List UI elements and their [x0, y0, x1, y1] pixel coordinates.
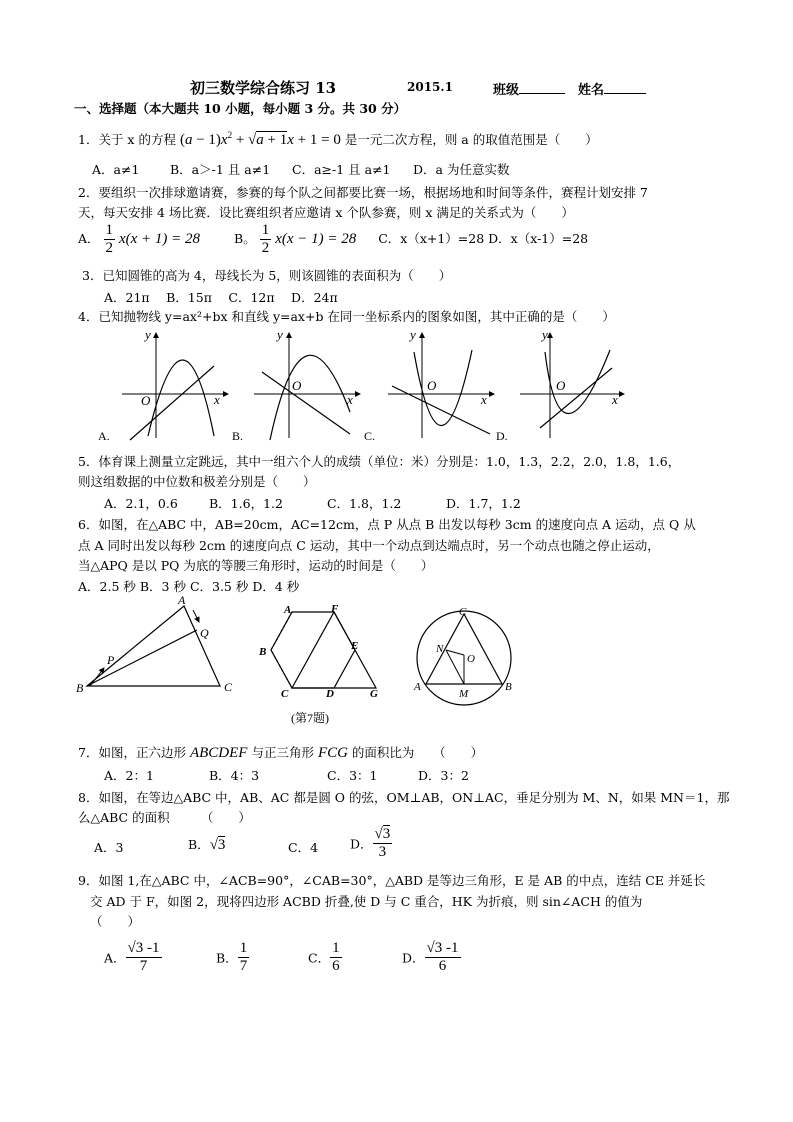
graph-b-label: B. — [232, 429, 244, 443]
section-heading: 一、选择题（本大题共 10 小题，每小题 3 分。共 30 分） — [74, 101, 407, 116]
graph-b-x: x — [347, 392, 353, 407]
q2-line1: 2．要组织一次排球邀请赛，参赛的每个队之间都要比赛一场，根据场地和时间等条件，赛程计划安排 7 — [78, 185, 648, 200]
q2-opt-a-label: A． — [78, 231, 100, 246]
fig8-o: O — [467, 653, 475, 665]
q7-option-c: C．3：1 — [327, 768, 378, 783]
q7-stem-a: 7．如图，正六边形 — [78, 745, 186, 760]
fig8-b: B — [505, 681, 512, 693]
q2-line2: 天，每天安排 4 场比赛．设比赛组织者应邀请 x 个队参赛，则 x 满足的关系式为（ ） — [78, 205, 574, 220]
class-label: 班级 — [493, 83, 520, 98]
page-title: 初三数学综合练习 13 — [190, 79, 337, 97]
graph-c-x: x — [481, 392, 487, 407]
q1-option-b: B．a＞-1 且 a≠1 — [170, 162, 271, 177]
figure-q6-triangle — [76, 593, 233, 695]
q2-opt-a-expr: x(x + 1) = 28 — [119, 231, 201, 247]
fig8-n: N — [436, 643, 444, 655]
q7-option-b: B．4：3 — [209, 768, 260, 783]
fig7-g: G — [370, 688, 378, 700]
fig7-f: F — [331, 603, 339, 615]
q9-option-a: A． $\frac{√3 -1}{7}$ — [104, 940, 160, 974]
graph-d-label: D. — [496, 429, 508, 443]
q1-option-a: A．a≠1 — [92, 162, 140, 177]
fig7-a: A — [284, 604, 292, 616]
name-label: 姓名 — [578, 83, 605, 98]
graph-c — [364, 327, 494, 443]
q8-line2: 么△ABC 的面积 （ ） — [78, 810, 251, 825]
q1-option-c: C．a≥-1 且 a≠1 — [292, 162, 391, 177]
q4-stem: 4．已知抛物线 y=ax²+bx 和直线 y=ax+b 在同一坐标系内的图象如图，其中正确的是（ ） — [78, 309, 615, 324]
q7-stem-b: 与正三角形 — [251, 745, 314, 760]
q6-line3: 当△APQ 是以 PQ 为底的等腰三角形时，运动的时间是（ ） — [78, 558, 434, 573]
q8-option-a: A．3 — [94, 840, 124, 855]
fig8-a: A — [414, 681, 421, 693]
q8-line1: 8．如图，在等边△ABC 中，AB、AC 都是圆 O 的弦，OM⊥AB，ON⊥AC，垂足分别为 M、N，如果 MN＝1，那 — [78, 790, 730, 805]
graph-d — [496, 327, 624, 443]
q1-stem-b: 是一元二次方程，则 a 的取值范围是（ ） — [344, 132, 598, 147]
q6-line2: 点 A 同时出发以每秒 2cm 的速度向点 C 运动，其中一个动点到达端点时，另一个动点也随之停止运动， — [78, 538, 660, 553]
q5-option-b: B．1.6，1.2 — [209, 496, 283, 511]
fig6-p: P — [107, 653, 115, 667]
graph-c-y: y — [410, 327, 416, 342]
graph-d-x: x — [612, 392, 618, 407]
fig6-b: B — [76, 681, 84, 695]
fig8-c: C — [459, 606, 467, 618]
figure-q7-hexagon — [258, 603, 378, 725]
q5-option-a: A．2.1，0.6 — [104, 496, 178, 511]
q1-equation: $(a - 1)x^2 + √a + 1x + 1 = 0$ — [179, 130, 341, 148]
fig7-c: C — [281, 688, 289, 700]
q2-opt-b-expr: x(x − 1) = 28 — [275, 231, 357, 247]
fig7-caption: (第7题) — [291, 711, 329, 725]
q8-option-b: B．√3 — [188, 837, 226, 853]
q1-stem-a: 1．关于 x 的方程 — [78, 132, 176, 147]
q5-line1: 5．体育课上测量立定跳远，其中一组六个人的成绩（单位：米）分别是：1.0，1.3，2.2，2.0，1.8，1.6， — [78, 454, 681, 469]
q2-opt-a-frac: $\frac{1}{2}$ — [105, 222, 114, 256]
q6-line1: 6．如图，在△ABC 中，AB=20cm，AC=12cm，点 P 从点 B 出发以每秒 3cm 的速度向点 A 运动，点 Q 从 — [78, 517, 696, 532]
q5-line2: 则这组数据的中位数和极差分别是（ ） — [78, 474, 316, 489]
fig6-q: Q — [200, 626, 209, 640]
graph-b-o: O — [292, 378, 302, 393]
graph-a-label: A. — [98, 429, 110, 443]
q8-option-d: D． $\frac{√3}{3}$ — [350, 826, 391, 860]
q9-line1: 9．如图 1,在△ABC 中，∠ACB=90°，∠CAB=30°，△ABD 是等边三角形，E 是 AB 的中点，连结 CE 并延长 — [78, 873, 706, 888]
fig7-b: B — [259, 646, 267, 658]
graph-b-y: y — [277, 327, 283, 342]
graph-d-o: O — [556, 378, 566, 393]
graph-a-y: y — [145, 327, 151, 342]
q7-triangle-name: FCG — [317, 745, 348, 761]
fig6-a: A — [178, 593, 186, 607]
fig7-e: E — [351, 640, 359, 652]
q7-stem — [78, 743, 483, 762]
q9-option-c: C． $\frac{1}{6}$ — [308, 940, 340, 974]
graph-a — [98, 327, 228, 443]
q8-option-c: C．4 — [288, 840, 319, 855]
q7-option-d: D．3：2 — [418, 768, 469, 783]
q7-stem-c: 的面积比为 （ ） — [351, 745, 484, 760]
q6-options: A．2.5 秒 B．3 秒 C．3.5 秒 D．4 秒 — [78, 579, 300, 594]
graph-a-x: x — [214, 392, 220, 407]
fig7-d: D — [326, 688, 334, 700]
q9-option-d: D． $\frac{√3 -1}{6}$ — [402, 940, 459, 974]
graph-a-o: O — [141, 393, 151, 408]
q2-opt-cd: C．x（x+1）=28 D．x（x-1）=28 — [378, 231, 589, 246]
graph-d-y: y — [542, 327, 548, 342]
q5-option-d: D．1.7，1.2 — [446, 496, 521, 511]
q5-option-c: C．1.8，1.2 — [327, 496, 402, 511]
q9-line3: （ ） — [90, 914, 141, 929]
q1-option-d: D．a 为任意实数 — [413, 162, 510, 177]
fig6-c: C — [224, 680, 233, 694]
graph-c-o: O — [427, 378, 437, 393]
q9-option-b: B． $\frac{1}{7}$ — [216, 940, 248, 974]
q9-line2: 交 AD 于 F，如图 2，现将四边形 ACBD 折叠,使 D 与 C 重合，HK 为折痕，则 sin∠ACH 的值为 — [90, 894, 643, 909]
graph-b — [232, 327, 360, 443]
date: 2015.1 — [407, 80, 453, 94]
graph-c-label: C. — [364, 429, 376, 443]
q2-opt-b-frac: $\frac{1}{2}$ — [261, 222, 270, 256]
figure-q8-circle — [413, 606, 512, 705]
q2-opt-b-label: B。 — [234, 231, 256, 246]
q3-stem: 3．已知圆锥的高为 4，母线长为 5，则该圆锥的表面积为（ ） — [82, 268, 452, 283]
q3-options: A．21π B．15π C．12π D．24π — [104, 290, 338, 305]
q7-hexagon-name: ABCDEF — [189, 745, 248, 761]
fig8-m: M — [459, 688, 469, 700]
q7-option-a: A．2：1 — [104, 768, 154, 783]
